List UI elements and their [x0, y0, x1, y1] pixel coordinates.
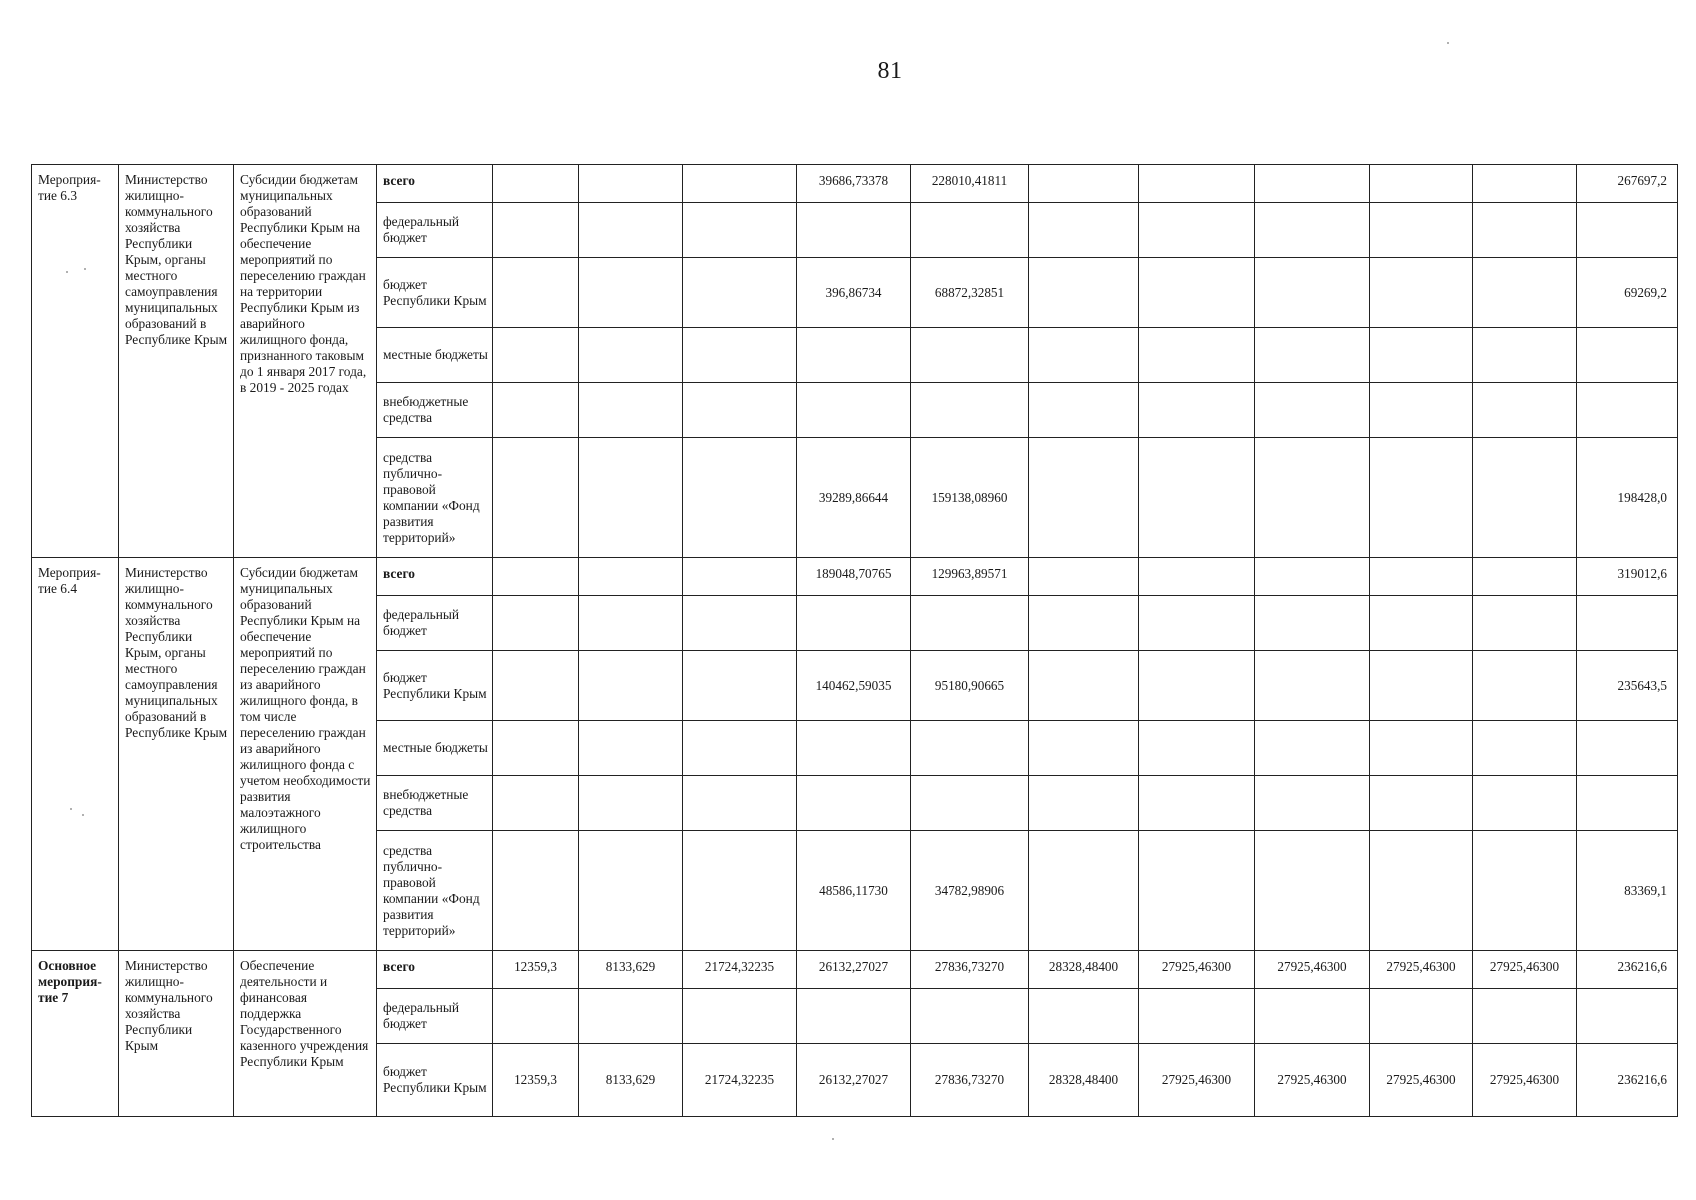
amount-cell — [493, 165, 579, 203]
amount-cell: 12359,3 — [493, 951, 579, 989]
executor-cell: Министерство жилищно-коммунального хозяйства Республики Крым, органы местного самоуправления муниципальных образований в Республике Крым — [119, 558, 234, 951]
amount-cell: 68872,32851 — [911, 258, 1029, 328]
amount-cell — [683, 328, 797, 383]
amount-cell — [911, 721, 1029, 776]
amount-cell: 8133,629 — [579, 1044, 683, 1117]
total-cell: 69269,2 — [1577, 258, 1678, 328]
amount-cell — [1370, 596, 1473, 651]
amount-cell — [493, 438, 579, 558]
amount-cell: 27925,46300 — [1473, 1044, 1577, 1117]
funding-source-cell: всего — [377, 951, 493, 989]
amount-cell — [911, 383, 1029, 438]
amount-cell — [1139, 651, 1255, 721]
amount-cell — [1139, 438, 1255, 558]
amount-cell: 129963,89571 — [911, 558, 1029, 596]
amount-cell: 228010,41811 — [911, 165, 1029, 203]
amount-cell: 95180,90665 — [911, 651, 1029, 721]
funding-source-cell: всего — [377, 558, 493, 596]
amount-cell: 28328,48400 — [1029, 951, 1139, 989]
amount-cell — [797, 383, 911, 438]
amount-cell — [1029, 165, 1139, 203]
total-cell — [1577, 776, 1678, 831]
page-number: 81 — [877, 58, 903, 84]
amount-cell — [1473, 596, 1577, 651]
amount-cell — [683, 831, 797, 951]
total-cell — [1577, 328, 1678, 383]
amount-cell — [579, 831, 683, 951]
amount-cell — [797, 989, 911, 1044]
amount-cell: 27925,46300 — [1139, 1044, 1255, 1117]
amount-cell — [1139, 776, 1255, 831]
amount-cell — [1029, 776, 1139, 831]
amount-cell — [683, 721, 797, 776]
scan-speck — [832, 1138, 834, 1140]
amount-cell — [1029, 383, 1139, 438]
budget-table — [31, 164, 1678, 1117]
scan-speck — [70, 808, 72, 810]
amount-cell — [797, 596, 911, 651]
amount-cell: 27836,73270 — [911, 951, 1029, 989]
amount-cell — [579, 438, 683, 558]
amount-cell — [1139, 203, 1255, 258]
funding-source-cell: внебюджетные средства — [377, 776, 493, 831]
funding-source-cell: средства публично-правовой компании «Фонд развития территорий» — [377, 831, 493, 951]
amount-cell — [683, 651, 797, 721]
amount-cell — [683, 596, 797, 651]
amount-cell — [1255, 165, 1370, 203]
amount-cell — [1370, 651, 1473, 721]
amount-cell — [579, 596, 683, 651]
amount-cell — [683, 989, 797, 1044]
total-cell — [1577, 383, 1678, 438]
amount-cell — [1370, 558, 1473, 596]
amount-cell — [493, 258, 579, 328]
amount-cell — [493, 989, 579, 1044]
amount-cell — [493, 831, 579, 951]
scan-speck — [1447, 42, 1449, 44]
amount-cell — [579, 383, 683, 438]
amount-cell — [1255, 831, 1370, 951]
amount-cell — [1370, 831, 1473, 951]
funding-source-cell: местные бюджеты — [377, 328, 493, 383]
amount-cell — [1255, 651, 1370, 721]
amount-cell — [579, 328, 683, 383]
table-row — [32, 558, 1678, 596]
amount-cell — [1473, 651, 1577, 721]
total-cell — [1577, 596, 1678, 651]
scan-speck — [82, 814, 84, 816]
amount-cell — [1473, 203, 1577, 258]
amount-cell: 21724,32235 — [683, 951, 797, 989]
amount-cell — [1370, 776, 1473, 831]
amount-cell — [1139, 558, 1255, 596]
total-cell: 319012,6 — [1577, 558, 1678, 596]
amount-cell — [1139, 831, 1255, 951]
amount-cell — [1255, 438, 1370, 558]
amount-cell — [1029, 203, 1139, 258]
amount-cell — [797, 721, 911, 776]
total-cell: 236216,6 — [1577, 1044, 1678, 1117]
amount-cell — [1473, 383, 1577, 438]
amount-cell — [683, 438, 797, 558]
amount-cell — [1139, 989, 1255, 1044]
amount-cell — [683, 258, 797, 328]
amount-cell: 26132,27027 — [797, 951, 911, 989]
amount-cell — [579, 558, 683, 596]
total-cell: 83369,1 — [1577, 831, 1678, 951]
amount-cell — [683, 203, 797, 258]
amount-cell — [1370, 438, 1473, 558]
executor-cell: Министерство жилищно-коммунального хозяйства Республики Крым, органы местного самоуправления муниципальных образований в Республике Крым — [119, 165, 234, 558]
amount-cell — [1370, 165, 1473, 203]
amount-cell: 34782,98906 — [911, 831, 1029, 951]
amount-cell — [1029, 558, 1139, 596]
amount-cell: 27925,46300 — [1139, 951, 1255, 989]
amount-cell — [1029, 831, 1139, 951]
amount-cell — [1255, 383, 1370, 438]
amount-cell: 21724,32235 — [683, 1044, 797, 1117]
amount-cell — [1473, 721, 1577, 776]
amount-cell — [1370, 989, 1473, 1044]
amount-cell — [493, 328, 579, 383]
amount-cell — [683, 383, 797, 438]
amount-cell: 27925,46300 — [1370, 951, 1473, 989]
scan-speck — [84, 268, 86, 270]
amount-cell — [579, 203, 683, 258]
amount-cell — [579, 989, 683, 1044]
total-cell — [1577, 989, 1678, 1044]
amount-cell — [911, 328, 1029, 383]
amount-cell — [1255, 258, 1370, 328]
amount-cell — [911, 203, 1029, 258]
funding-source-cell: средства публично-правовой компании «Фонд развития территорий» — [377, 438, 493, 558]
funding-source-cell: федеральный бюджет — [377, 989, 493, 1044]
amount-cell: 28328,48400 — [1029, 1044, 1139, 1117]
amount-cell — [1370, 203, 1473, 258]
funding-source-cell: бюджет Республики Крым — [377, 1044, 493, 1117]
description-cell: Субсидии бюджетам муниципальных образований Республики Крым на обеспечение мероприятий по переселению граждан на территории Республики Крым из аварийного жилищного фонда, признанного таковым до 1 января 2017 года, в 2019 - 2025 годах — [234, 165, 377, 558]
amount-cell: 12359,3 — [493, 1044, 579, 1117]
amount-cell — [493, 776, 579, 831]
measure-label: Основное мероприя-тие 7 — [32, 951, 119, 1117]
amount-cell — [911, 776, 1029, 831]
funding-source-cell: федеральный бюджет — [377, 203, 493, 258]
amount-cell — [1255, 776, 1370, 831]
funding-source-cell: всего — [377, 165, 493, 203]
executor-cell: Министерство жилищно-коммунального хозяйства Республики Крым — [119, 951, 234, 1117]
amount-cell: 140462,59035 — [797, 651, 911, 721]
funding-source-cell: бюджет Республики Крым — [377, 651, 493, 721]
total-cell: 267697,2 — [1577, 165, 1678, 203]
amount-cell — [1370, 721, 1473, 776]
amount-cell: 159138,08960 — [911, 438, 1029, 558]
measure-label: Мероприя-тие 6.3 — [32, 165, 119, 558]
amount-cell — [1139, 383, 1255, 438]
amount-cell — [493, 596, 579, 651]
table-row — [32, 951, 1678, 989]
amount-cell — [911, 596, 1029, 651]
amount-cell — [579, 776, 683, 831]
measure-label: Мероприя-тие 6.4 — [32, 558, 119, 951]
total-cell: 198428,0 — [1577, 438, 1678, 558]
amount-cell: 27925,46300 — [1255, 951, 1370, 989]
amount-cell — [1473, 989, 1577, 1044]
amount-cell — [579, 165, 683, 203]
amount-cell — [493, 651, 579, 721]
amount-cell: 27925,46300 — [1473, 951, 1577, 989]
amount-cell — [1473, 438, 1577, 558]
amount-cell — [797, 776, 911, 831]
amount-cell — [797, 203, 911, 258]
amount-cell: 189048,70765 — [797, 558, 911, 596]
amount-cell — [1029, 258, 1139, 328]
amount-cell — [1473, 776, 1577, 831]
amount-cell: 27925,46300 — [1255, 1044, 1370, 1117]
total-cell — [1577, 721, 1678, 776]
amount-cell — [579, 651, 683, 721]
amount-cell — [493, 203, 579, 258]
amount-cell — [1029, 721, 1139, 776]
amount-cell — [683, 558, 797, 596]
amount-cell — [1473, 165, 1577, 203]
amount-cell: 27836,73270 — [911, 1044, 1029, 1117]
amount-cell — [1473, 258, 1577, 328]
amount-cell — [1370, 258, 1473, 328]
description-cell: Субсидии бюджетам муниципальных образований Республики Крым на обеспечение мероприятий по переселению граждан из аварийного жилищного фонда, в том числе переселению граждан из аварийного жилищного фонда с учетом необходимости развития малоэтажного жилищного строительства — [234, 558, 377, 951]
amount-cell — [1139, 328, 1255, 383]
amount-cell: 39289,86644 — [797, 438, 911, 558]
amount-cell — [1473, 831, 1577, 951]
amount-cell — [1255, 989, 1370, 1044]
funding-source-cell: бюджет Республики Крым — [377, 258, 493, 328]
funding-source-cell: федеральный бюджет — [377, 596, 493, 651]
amount-cell: 48586,11730 — [797, 831, 911, 951]
amount-cell — [1473, 328, 1577, 383]
total-cell: 236216,6 — [1577, 951, 1678, 989]
amount-cell — [683, 165, 797, 203]
amount-cell: 27925,46300 — [1370, 1044, 1473, 1117]
amount-cell: 396,86734 — [797, 258, 911, 328]
amount-cell — [1029, 651, 1139, 721]
amount-cell — [1255, 596, 1370, 651]
amount-cell — [1370, 328, 1473, 383]
amount-cell — [1255, 328, 1370, 383]
amount-cell — [1255, 203, 1370, 258]
amount-cell — [493, 558, 579, 596]
total-cell: 235643,5 — [1577, 651, 1678, 721]
amount-cell — [493, 383, 579, 438]
amount-cell — [1255, 721, 1370, 776]
amount-cell — [1139, 596, 1255, 651]
amount-cell — [1255, 558, 1370, 596]
scan-speck — [66, 271, 68, 273]
amount-cell — [1139, 258, 1255, 328]
amount-cell — [493, 721, 579, 776]
budget-table-body — [32, 165, 1678, 1117]
amount-cell — [1029, 438, 1139, 558]
table-row — [32, 165, 1678, 203]
total-cell — [1577, 203, 1678, 258]
amount-cell — [579, 258, 683, 328]
amount-cell — [1370, 383, 1473, 438]
amount-cell — [1029, 596, 1139, 651]
amount-cell — [1029, 989, 1139, 1044]
amount-cell — [797, 328, 911, 383]
amount-cell — [1139, 165, 1255, 203]
amount-cell — [683, 776, 797, 831]
amount-cell: 8133,629 — [579, 951, 683, 989]
amount-cell — [579, 721, 683, 776]
amount-cell: 39686,73378 — [797, 165, 911, 203]
amount-cell — [1139, 721, 1255, 776]
description-cell: Обеспечение деятельности и финансовая поддержка Государственного казенного учреждения Республики Крым — [234, 951, 377, 1117]
amount-cell: 26132,27027 — [797, 1044, 911, 1117]
amount-cell — [1029, 328, 1139, 383]
amount-cell — [1473, 558, 1577, 596]
amount-cell — [911, 989, 1029, 1044]
funding-source-cell: внебюджетные средства — [377, 383, 493, 438]
funding-source-cell: местные бюджеты — [377, 721, 493, 776]
